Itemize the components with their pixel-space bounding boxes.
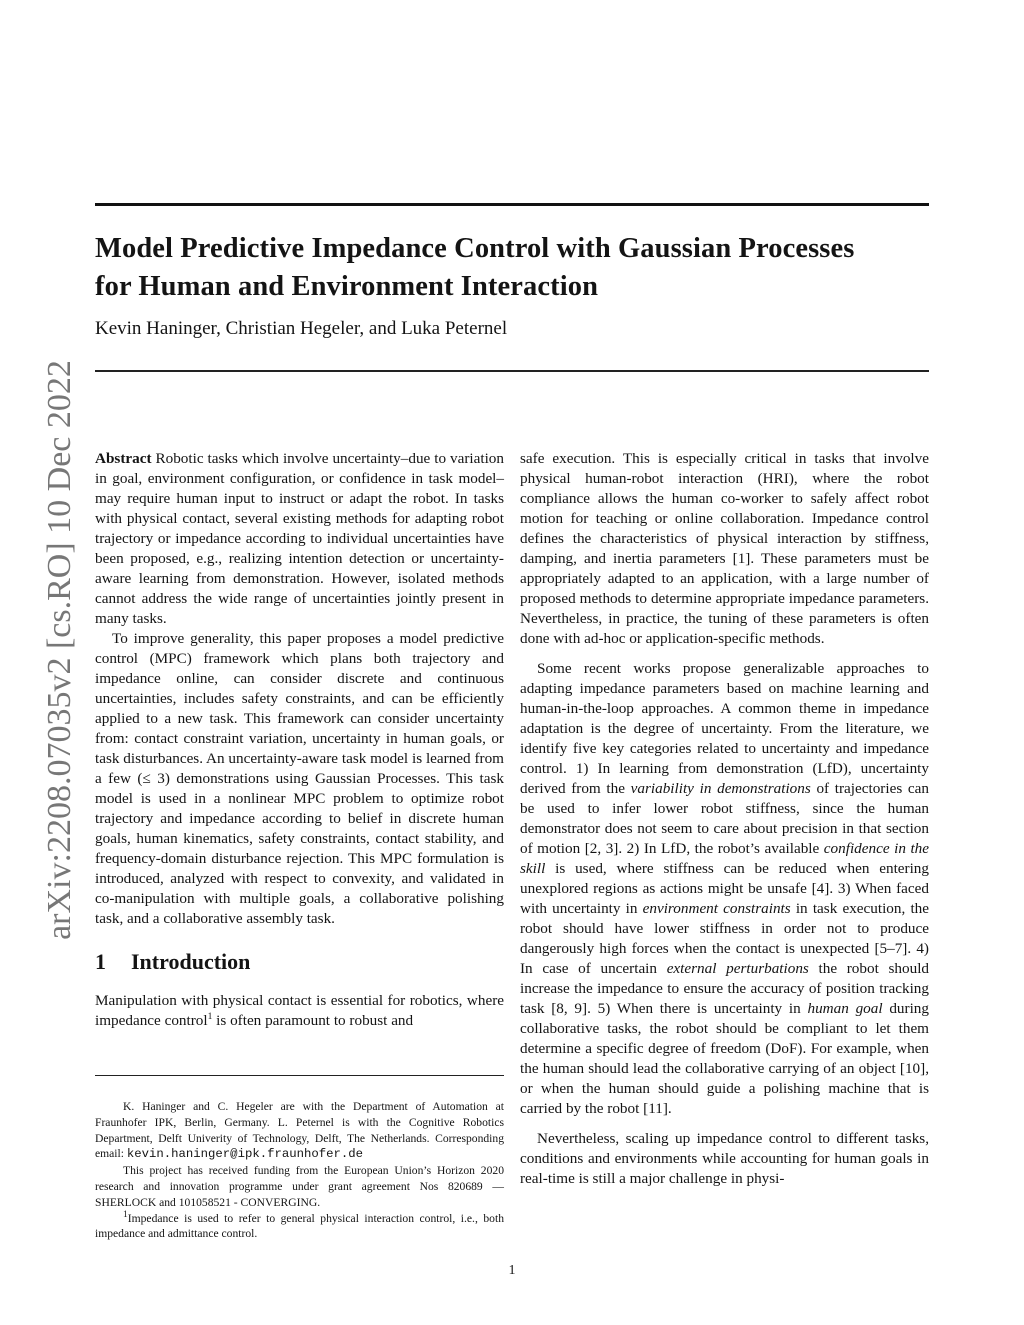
arxiv-watermark: arXiv:2208.07035v2 [cs.RO] 10 Dec 2022 [41, 360, 78, 940]
top-rule [95, 203, 929, 206]
p2-text-5: the robot should increase the impedance to ensure the accuracy of position tracking task [8, 9]. 5) When there is uncertainty in [520, 960, 930, 1017]
right-paragraph-3: Nevertheless, scaling up impedance control to different tasks, conditions and environments while accounting for human goals in real-time is still a major challenge in physi- [520, 1130, 929, 1187]
page-number: 1 [508, 1263, 516, 1278]
footnote-impedance-text: Impedance is used to refer to general physical interaction control, i.e., both impedance and admittance control. [95, 1211, 504, 1241]
footnote-funding: This project has received funding from the European Union’s Horizon 2020 research and innovation programme under grant agreement Nos 820689 — SHERLOCK and 101058521 - CONVERGING. [95, 1164, 504, 1209]
p2-text-1: Some recent works propose generalizable approaches to adapting impedance parameters based on machine learning and human-in-the-loop approaches. A common theme in impedance adaptation is the degree of uncertainty. From the literature, we identify five key categories related to uncertainty and impedance control. 1) In learning from demonstration (LfD), uncertainty derived from the [520, 660, 929, 797]
intro-text-a: Manipulation with physical contact is essential for robotics, where impedance control [95, 992, 504, 1029]
p2-text-3: is used, where stiffness can be reduced when entering unexplored regions as actions might be unsafe [4]. 3) When faced with uncertainty in [520, 860, 929, 917]
header-rule [95, 370, 929, 372]
corresponding-email[interactable]: kevin.haninger@ipk.fraunhofer.de [126, 1147, 364, 1162]
p2-emph-3: environment constraints [642, 900, 791, 917]
abstract-text-1: Robotic tasks which involve uncertainty–due to variation in goal, environment configuration, or confidence in task model–may require human input to instruct or adapt the robot. In tasks with physical contact, several existing methods for adapting robot trajectory or impedance according to individual uncertainties have been proposed, e.g., realizing intention detection or uncertainty-aware learning from demonstration. However, isolated methods cannot address the wide range of uncertainties jointly present in many tasks. [95, 450, 504, 627]
footnote-impedance [95, 1211, 504, 1243]
left-column [95, 449, 504, 1031]
paper-title [95, 230, 935, 306]
author-list: Kevin Haninger, Christian Hegeler, and Luka Peternel [95, 318, 508, 339]
intro-text-b: is often paramount to robust and [212, 1012, 414, 1029]
right-column [520, 449, 929, 1189]
p2-text-4: in task execution, the robot should have lower stiffness in order not to produce dangerously high forces when the contact is unexpected [5–7]. 4) In case of uncertain [520, 900, 930, 977]
abstract-paragraph-1 [95, 449, 504, 629]
section-title: Introduction [131, 949, 251, 974]
p2-emph-5: human goal [807, 1000, 883, 1017]
right-paragraph-1: safe execution. This is especially critical in tasks that involve physical human-robot interaction (HRI), where the robot compliance allows the human co-worker to safely affect robot motion for teaching or online collaboration. Impedance control defines the characteristics of physical interaction by stiffness, damping, and inertia parameters [1]. These parameters must be appropriately adapted to an application, with a large number of proposed methods to determine appropriate impedance parameters. Nevertheless, in practice, the tuning of these parameters is often done with ad-hoc or application-specific methods. [520, 450, 929, 647]
p2-emph-2: confidence in the skill [520, 840, 929, 877]
footnotes [95, 1099, 504, 1242]
abstract-paragraph-2: To improve generality, this paper proposes a model predictive control (MPC) framework which plans both trajectory and impedance online, can consider discrete and continuous uncertainties, includes safety constraints, and can be efficiently applied to a new task. This framework can consider uncertainty from: contact constraint variation, uncertainty in human goals, or task disturbances. An uncertainty-aware task model is learned from a few (≤ 3) demonstrations using Gaussian Processes. This task model is used in a nonlinear MPC problem to optimize robot trajectory and impedance according to belief in discrete human goals, human kinematics, safety constraints, contact stability, and frequency-domain disturbance rejection. This MPC formulation is introduced, analyzed with respect to convexity, and validated in co-manipulation with multiple goals, a collaborative polishing task, and a collaborative assembly task. [95, 630, 504, 927]
p2-emph-1: variability in demonstrations [630, 780, 811, 797]
right-paragraph-2 [520, 659, 929, 1119]
p2-text-2: of trajectories can be used to infer lower robot stiffness, since the human demonstrator does not seem to care about precision in that section of motion [2, 3]. 2) In LfD, the robot’s available [520, 780, 929, 857]
footnote-rule [95, 1075, 504, 1076]
abstract-label: Abstract [95, 450, 152, 467]
intro-paragraph-1 [95, 991, 504, 1031]
footnote-affiliations [95, 1099, 504, 1163]
title-line-2: for Human and Environment Interaction [95, 271, 599, 302]
p2-emph-4: external perturbations [666, 960, 809, 977]
affiliation-text: K. Haninger and C. Hegeler are with the Department of Automation at Fraunhofer IPK, Berlin, Germany. L. Peternel is with the Cognitive Robotics Department, Delft Univerity of Technology, Delft, The Netherlands. Corresponding email: [95, 1100, 504, 1161]
section-heading-introduction [95, 947, 504, 977]
section-number: 1 [95, 949, 106, 974]
footnote-number: 1 [123, 1209, 128, 1220]
footnote-marker[interactable]: 1 [207, 1011, 213, 1022]
title-line-1: Model Predictive Impedance Control with Gaussian Processes [95, 233, 855, 264]
p2-text-6: during collaborative tasks, the robot should be compliant to let them determine a specific degree of freedom (DoF). For example, when the human should lead the collaborative carrying of an object [10], or when the human should guide a polishing machine that is carried by the robot [11]. [520, 1000, 929, 1117]
